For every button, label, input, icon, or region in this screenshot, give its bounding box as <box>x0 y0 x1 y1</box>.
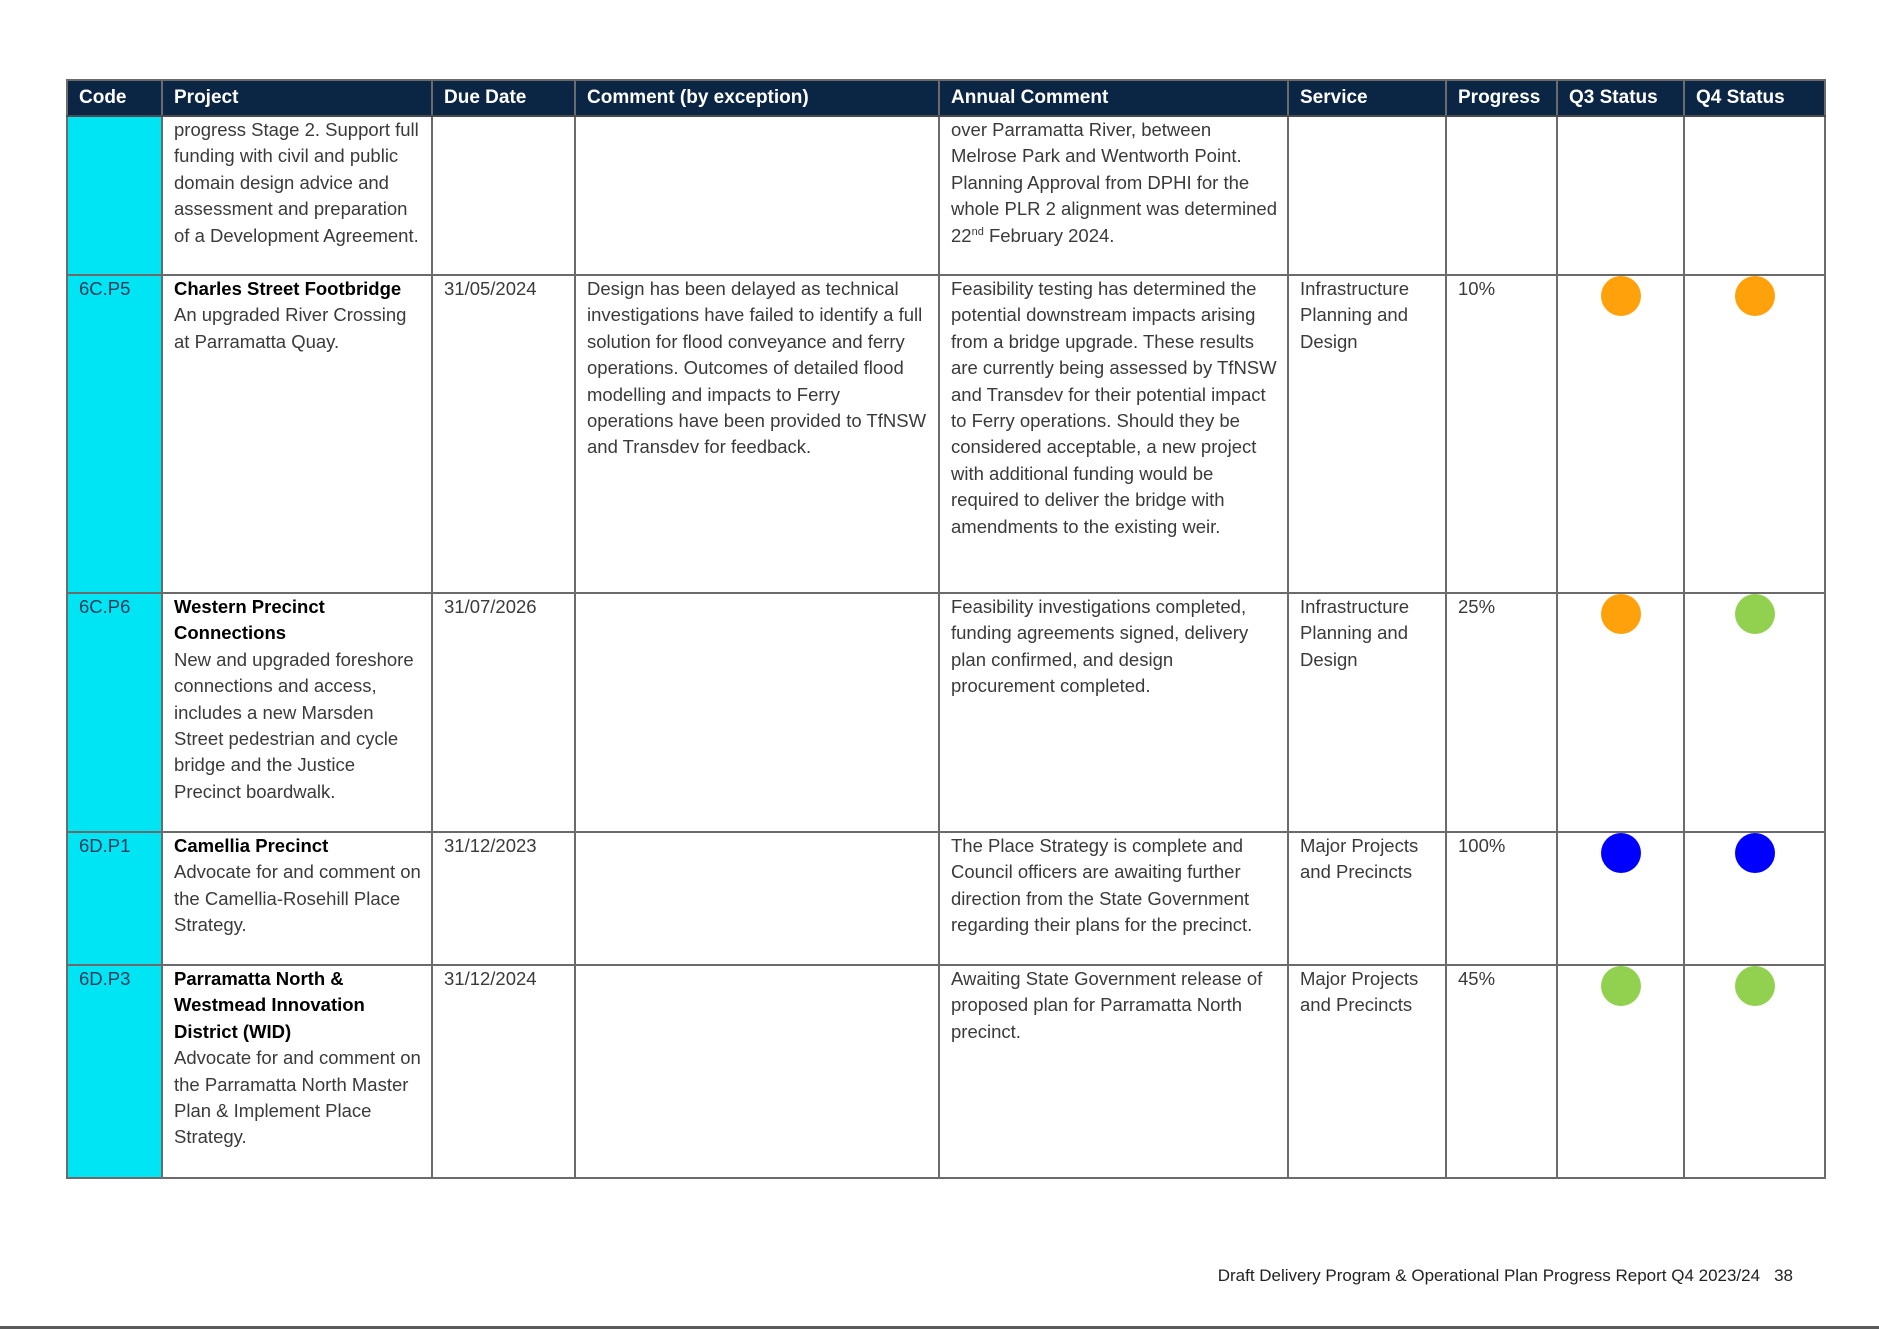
project-code: 6C.P6 <box>79 596 131 617</box>
project-title: Charles Street Footbridge <box>174 278 402 299</box>
progress-value: 100% <box>1458 835 1506 856</box>
header-q3-status: Q3 Status <box>1557 80 1684 116</box>
service-cell <box>1288 965 1446 1178</box>
annual-comment-text-end: February 2024. <box>983 224 1115 246</box>
due-date-cell <box>432 116 575 275</box>
project-title: Parramatta North & Westmead Innovation District (WID) <box>174 968 365 1042</box>
q4-status-indicator <box>1735 276 1775 316</box>
comment-cell <box>575 116 939 275</box>
service-cell <box>1288 593 1446 832</box>
comment-cell <box>575 275 939 593</box>
code-cell <box>67 593 162 832</box>
annual-comment-text: Awaiting State Government release of proposed plan for Parramatta North precinct. <box>951 968 1263 1042</box>
service-text: Major Projects and Precincts <box>1300 968 1419 1016</box>
service-cell <box>1288 275 1446 593</box>
progress-cell <box>1446 593 1557 832</box>
table-row <box>67 965 1825 1178</box>
code-cell <box>67 832 162 965</box>
project-cell <box>162 832 432 965</box>
service-text: Major Projects and Precincts <box>1300 835 1419 883</box>
table-header-row <box>67 80 1825 116</box>
service-text: Infrastructure Planning and Design <box>1300 596 1409 670</box>
annual-comment-text: over Parramatta River, between Melrose Park and Wentworth Point. Planning Approval from DPHI for the whole PLR 2 alignment was determined 22 <box>951 119 1277 246</box>
project-cell <box>162 116 432 275</box>
page-number: 38 <box>1774 1266 1793 1285</box>
q4-status-cell <box>1684 832 1825 965</box>
comment-cell <box>575 832 939 965</box>
due-date-cell <box>432 275 575 593</box>
q3-status-indicator <box>1601 276 1641 316</box>
annual-comment-cell <box>939 832 1288 965</box>
project-code: 6D.P3 <box>79 968 131 989</box>
annual-comment-text: Feasibility investigations completed, funding agreements signed, delivery plan confirmed, and design procurement completed. <box>951 596 1249 697</box>
project-description: progress Stage 2. Support full funding with civil and public domain design advice and assessment and preparation of a Development Agreement. <box>174 119 419 246</box>
header-service: Service <box>1288 80 1446 116</box>
ordinal-suffix: nd <box>971 225 984 238</box>
q4-status-cell <box>1684 116 1825 275</box>
progress-cell <box>1446 275 1557 593</box>
page-footer <box>1218 1266 1793 1286</box>
comment-cell <box>575 965 939 1178</box>
q4-status-cell <box>1684 965 1825 1178</box>
header-due-date: Due Date <box>432 80 575 116</box>
q4-status-cell <box>1684 275 1825 593</box>
project-code: 6C.P5 <box>79 278 131 299</box>
q3-status-cell <box>1557 593 1684 832</box>
project-title: Western Precinct Connections <box>174 596 325 644</box>
project-cell <box>162 275 432 593</box>
q4-status-indicator <box>1735 833 1775 873</box>
table-row <box>67 593 1825 832</box>
due-date: 31/12/2024 <box>444 968 537 989</box>
project-code: 6D.P1 <box>79 835 131 856</box>
q3-status-indicator <box>1601 833 1641 873</box>
q3-status-cell <box>1557 116 1684 275</box>
progress-value: 45% <box>1458 968 1496 989</box>
annual-comment-cell <box>939 116 1288 275</box>
due-date-cell <box>432 593 575 832</box>
header-code: Code <box>67 80 162 116</box>
table-row <box>67 832 1825 965</box>
progress-value: 25% <box>1458 596 1496 617</box>
service-text: Infrastructure Planning and Design <box>1300 278 1409 352</box>
annual-comment-text: The Place Strategy is complete and Council officers are awaiting further direction from the State Government regarding their plans for the precinct. <box>951 835 1253 936</box>
progress-cell <box>1446 116 1557 275</box>
due-date-cell <box>432 832 575 965</box>
code-cell <box>67 275 162 593</box>
project-cell <box>162 965 432 1178</box>
q3-status-cell <box>1557 832 1684 965</box>
project-cell <box>162 593 432 832</box>
annual-comment-cell <box>939 275 1288 593</box>
comment-text: Design has been delayed as technical investigations have failed to identify a full solution for flood conveyance and ferry operations. Outcomes of detailed flood modelling and impacts to Ferry operations have been provided to TfNSW and Transdev for feedback. <box>587 278 927 458</box>
project-description: New and upgraded foreshore connections and access, includes a new Marsden Street pedestrian and cycle bridge and the Justice Precinct boardwalk. <box>174 648 414 802</box>
table-row-continued <box>67 116 1825 275</box>
header-annual-comment: Annual Comment <box>939 80 1288 116</box>
service-cell <box>1288 116 1446 275</box>
due-date: 31/07/2026 <box>444 596 537 617</box>
q3-status-indicator <box>1601 966 1641 1006</box>
footer-title: Draft Delivery Program & Operational Plan Progress Report Q4 2023/24 <box>1217 1266 1761 1285</box>
service-cell <box>1288 832 1446 965</box>
due-date-cell <box>432 965 575 1178</box>
header-progress: Progress <box>1446 80 1557 116</box>
project-description: An upgraded River Crossing at Parramatta Quay. <box>174 304 407 352</box>
due-date: 31/05/2024 <box>444 278 537 299</box>
q3-status-cell <box>1557 965 1684 1178</box>
project-title: Camellia Precinct <box>174 835 329 856</box>
annual-comment-cell <box>939 965 1288 1178</box>
table-row <box>67 275 1825 593</box>
q3-status-indicator <box>1601 594 1641 634</box>
annual-comment-text: Feasibility testing has determined the potential downstream impacts arising from a bridge upgrade. These results are currently being assessed by TfNSW and Transdev for their potential impact to Ferry operations. Should they be considered acceptable, a new project with additional funding would be required to deliver the bridge with amendments to the existing weir. <box>951 278 1277 537</box>
q3-status-cell <box>1557 275 1684 593</box>
project-description: Advocate for and comment on the Camellia-Rosehill Place Strategy. <box>174 861 421 936</box>
q4-status-indicator <box>1735 594 1775 634</box>
header-comment: Comment (by exception) <box>575 80 939 116</box>
progress-cell <box>1446 832 1557 965</box>
q4-status-indicator <box>1735 966 1775 1006</box>
project-description: Advocate for and comment on the Parramatta North Master Plan & Implement Place Strategy. <box>174 1047 421 1148</box>
q4-status-cell <box>1684 593 1825 832</box>
comment-cell <box>575 593 939 832</box>
annual-comment-cell <box>939 593 1288 832</box>
header-project: Project <box>162 80 432 116</box>
header-q4-status: Q4 Status <box>1684 80 1825 116</box>
due-date: 31/12/2023 <box>444 835 537 856</box>
code-cell <box>67 116 162 275</box>
progress-value: 10% <box>1458 278 1496 299</box>
progress-report-table <box>66 79 1826 1179</box>
progress-cell <box>1446 965 1557 1178</box>
code-cell <box>67 965 162 1178</box>
